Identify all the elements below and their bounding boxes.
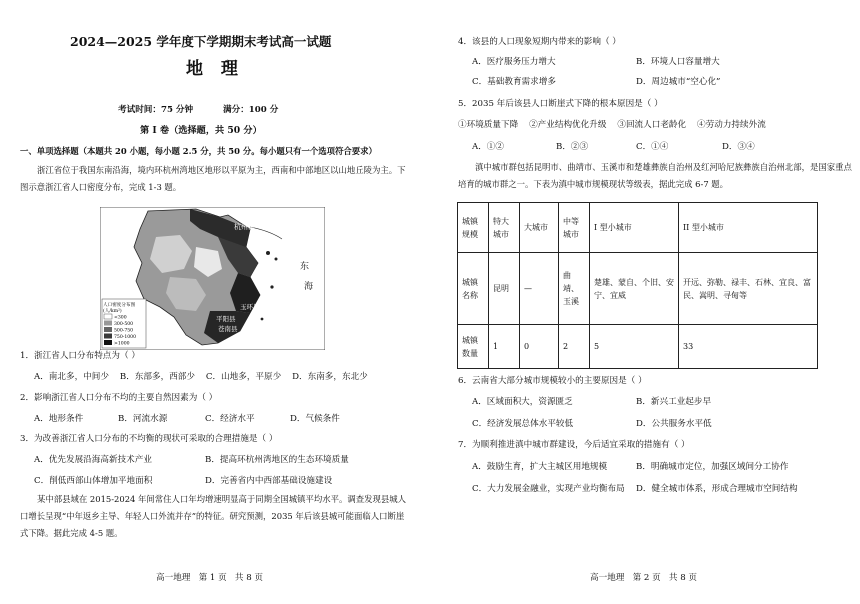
table-header-scale: 城镇规模	[458, 203, 489, 253]
question-7: 7．为顺利推进滇中城市群建设，今后适宜采取的措施有（ ）	[458, 440, 690, 450]
legend-item-2: 300-500	[114, 322, 134, 327]
q5-items: ①环境质量下降 ②产业结构优化升级 ③回流人口老龄化 ④劳动力持续外流	[458, 120, 766, 130]
question-4: 4．该县的人口现象短期内带来的影响（ ）	[458, 37, 621, 47]
table-header-small-2: II 型小城市	[679, 203, 818, 253]
map-label-yuhuan: 玉环县	[240, 303, 260, 311]
q3-option-c: C．削低西部山体增加平地面积	[34, 476, 153, 486]
q3-option-b: B．提高环杭州湾地区的生态环境质量	[205, 455, 349, 465]
zhejiang-population-density-map	[100, 207, 325, 350]
q3-option-d: D．完善省内中西部基础设施建设	[205, 476, 333, 486]
legend-item-5: >1000	[114, 341, 130, 347]
q5-option-a: A．①②	[472, 142, 504, 152]
q5-option-d: D．③④	[722, 142, 755, 152]
table-cell-count-small-1: 5	[590, 325, 679, 369]
q7-option-c: C．大力发展金融业，实现产业均衡布局	[472, 484, 625, 494]
legend-item-4: 750-1000	[114, 335, 137, 340]
table-header-medium: 中等城市	[559, 203, 590, 253]
map-label-cangnan: 苍南县	[218, 325, 238, 333]
legend-title: 人口密度分布图	[103, 303, 136, 308]
q5-option-c: C．①④	[636, 142, 669, 152]
q3-option-a: A．优先发展沿海高新技术产业	[34, 455, 152, 465]
map-label-hangzhou-bay: 杭州湾	[234, 223, 255, 231]
exam-title: 2024—2025 学年度下学期期末考试高一试题	[70, 34, 332, 49]
table-label-names: 城镇名称	[458, 253, 489, 325]
question-3: 3．为改善浙江省人口分布的不均衡的现状可采取的合理措施是（ ）	[20, 434, 278, 444]
part1-title: 第 I 卷（选择题，共 50 分）	[140, 125, 262, 136]
q2-option-b: B．河流水源	[118, 414, 168, 424]
question-1-options: A．南北多，中间少 B．东部多，西部少 C．山地多，平原少 D．东南多，东北少	[34, 372, 368, 382]
intro-paragraph-3: 滇中城市群包括昆明市、曲靖市、玉溪市和楚雄彝族自治州及红河哈尼族彝族自治州北部，是国家重点培育的城市群之一。下表为滇中城市规模现状等级表，据此完成 6-7 题。	[458, 162, 852, 189]
table-cell-count-medium: 2	[559, 325, 590, 369]
q2-option-c: C．经济水平	[205, 414, 255, 424]
q4-option-d: D．周边城市“空心化”	[636, 77, 721, 87]
q6-option-b: B．新兴工业起步早	[636, 397, 712, 407]
q7-option-b: B．明确城市定位，加强区域间分工协作	[636, 462, 789, 472]
q6-option-c: C．经济发展总体水平较低	[472, 419, 574, 429]
map-label-pingyang: 平阳县	[216, 315, 236, 323]
table-header-small-1: I 型小城市	[590, 203, 679, 253]
q4-option-a: A．医疗服务压力增大	[472, 57, 556, 67]
page-1-footer: 高一地理 第 1 页 共 8 页	[156, 573, 264, 583]
table-cell-name-medium: 曲靖、玉溪	[559, 253, 590, 325]
q2-option-a: A．地形条件	[34, 414, 84, 424]
intro-paragraph-1: 浙江省位于我国东南沿海，境内环杭州湾地区地形以平原为主，西南和中部地区以山地丘陵为主。下图示意浙江省人口密度分布，完成 1-3 题。	[20, 165, 406, 192]
page-2-footer: 高一地理 第 2 页 共 8 页	[590, 573, 698, 583]
table-cell-name-large: —	[520, 253, 559, 325]
map-label-east: 东	[300, 262, 310, 272]
q7-option-d: D．健全城市体系，形成合理城市空间结构	[636, 484, 798, 494]
table-cell-count-small-2: 33	[679, 325, 818, 369]
table-cell-name-small-1: 楚雄、蒙自、个旧、安宁、宜威	[590, 253, 679, 325]
legend-item-1: <300	[114, 315, 127, 321]
intro-paragraph-2: 某中部县域在 2015-2024 年间常住人口年均增速明显高于同期全国城镇平均水平。调查发现县城人口增长呈现“中年返乡主导、年轻人口外流并存”的特征。研究预测，2035 年后该县城可能面临人口断崖式下降。据此完成 4-5 题。	[20, 494, 407, 538]
legend-unit: (人/km²)	[103, 309, 122, 314]
table-cell-name-megacity: 昆明	[489, 253, 520, 325]
q7-option-a: A．鼓励生育，扩大主城区用地规模	[472, 462, 608, 472]
table-cell-name-small-2: 开远、弥勒、禄丰、石林、宜良、富民、嵩明、寻甸等	[679, 253, 818, 325]
table-cell-count-large: 0	[520, 325, 559, 369]
exam-page-2	[430, 0, 860, 604]
city-scale-table	[457, 202, 818, 369]
section1-heading: 一、单项选择题（本题共 20 小题，每小题 2.5 分，共 50 分。每小题只有一个选项符合要求）	[20, 146, 377, 156]
question-6: 6．云南省大部分城市规模较小的主要原因是（ ）	[458, 376, 647, 386]
question-1: 1．浙江省人口分布特点为（ ）	[20, 351, 140, 361]
exam-info: 考试时间：75 分钟 满分：100 分	[118, 105, 279, 115]
q2-option-d: D．气候条件	[290, 414, 340, 424]
table-header-megacity: 特大城市	[489, 203, 520, 253]
table-header-large: 大城市	[520, 203, 559, 253]
map-label-sea: 海	[304, 282, 314, 292]
table-label-count: 城镇数量	[458, 325, 489, 369]
q4-option-c: C．基础教育需求增多	[472, 77, 556, 87]
q6-option-a: A．区域面积大，资源匮乏	[472, 397, 573, 407]
legend-item-3: 500-750	[114, 328, 134, 334]
table-cell-count-megacity: 1	[489, 325, 520, 369]
q5-option-b: B．②③	[556, 142, 589, 152]
question-2: 2．影响浙江省人口分布不均的主要自然因素为（ ）	[20, 393, 218, 403]
question-5: 5．2035 年后该县人口断崖式下降的根本原因是（ ）	[458, 99, 663, 109]
subject-title: 地 理	[186, 59, 244, 79]
map-legend	[102, 299, 146, 348]
q6-option-d: D．公共服务水平低	[636, 419, 712, 429]
q4-option-b: B．环境人口容量增大	[636, 57, 720, 67]
